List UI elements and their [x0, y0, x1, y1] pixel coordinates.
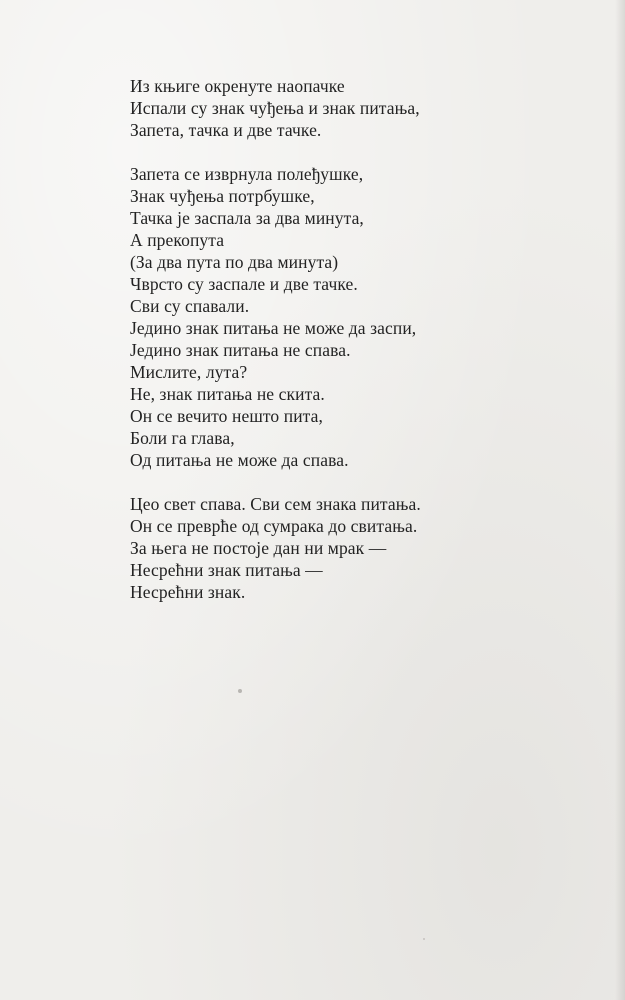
poem-line: Несрећни знак питања —: [130, 560, 323, 580]
poem-line: Несрећни знак.: [130, 582, 246, 602]
page-edge-shadow: [615, 0, 625, 1000]
poem-line: Једино знак питања не спава.: [130, 340, 351, 360]
poem-line: Цео свет спава. Сви сем знака питања.: [130, 494, 421, 514]
poem-line: Он се вечито нешто пита,: [130, 406, 323, 426]
stanza-3: [130, 493, 550, 603]
poem-line: Запета се изврнула полеђушке,: [130, 164, 364, 184]
poem-line: (За два пута по два минута): [130, 252, 339, 272]
poem-line: Тачка је заспала за два минута,: [130, 208, 364, 228]
poem-line: Од питања не може да спава.: [130, 450, 349, 470]
stanza-1: [130, 75, 550, 141]
paper-speck: [238, 689, 242, 693]
poem-text: [130, 75, 550, 625]
poem-line: Мислите, лута?: [130, 362, 248, 382]
stanza-2: [130, 163, 550, 471]
poem-line: Испали су знак чуђења и знак питања,: [130, 98, 420, 118]
poem-line: А прекопута: [130, 230, 225, 250]
poem-line: Сви су спавали.: [130, 296, 250, 316]
poem-line: Боли га глава,: [130, 428, 235, 448]
poem-line: Чврсто су заспале и две тачке.: [130, 274, 358, 294]
poem-line: За њега не постоје дан ни мрак —: [130, 538, 387, 558]
poem-line: Он се преврће од сумрака до свитања.: [130, 516, 418, 536]
poem-line: Знак чуђења потрбушке,: [130, 186, 315, 206]
poem-line: Једино знак питања не може да заспи,: [130, 318, 417, 338]
poem-line: Не, знак питања не скита.: [130, 384, 325, 404]
paper-speck: [423, 938, 425, 940]
poem-line: Из књиге окренуте наопачке: [130, 76, 345, 96]
poem-line: Запета, тачка и две тачке.: [130, 120, 322, 140]
